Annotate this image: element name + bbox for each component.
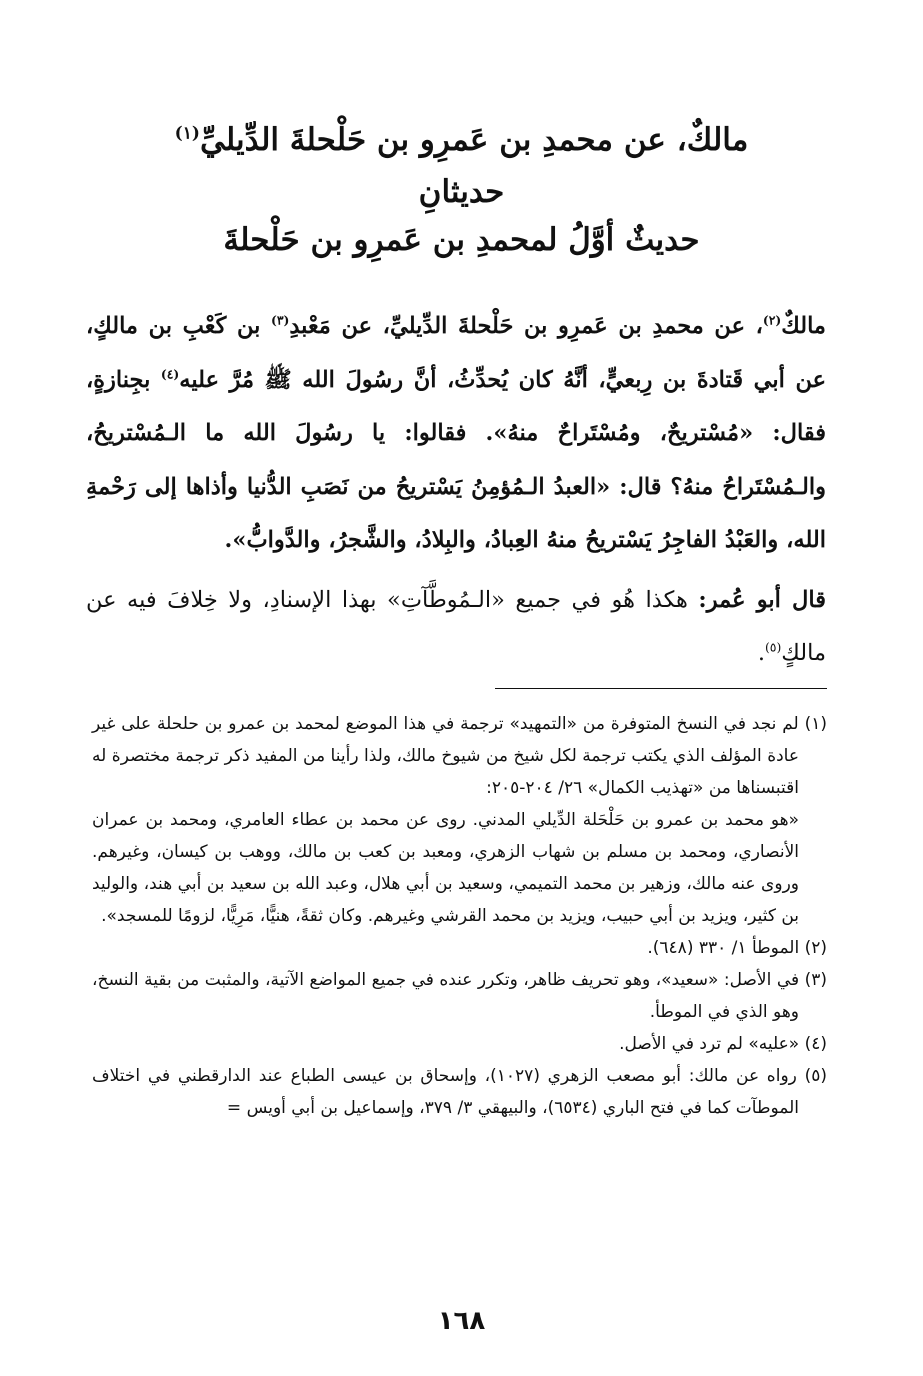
- footnote-ref-2[interactable]: (٢): [762, 312, 782, 328]
- footnote-4: (٤) «عليه» لم ترد في الأصل.: [619, 1034, 827, 1054]
- page-number: ١٦٨: [437, 1306, 486, 1336]
- footnote-separator: [495, 688, 827, 689]
- footnote-1: (١) لم نجد في النسخ المتوفرة من «التمهيد» ترجمة في هذا الموضع لمحمد بن عمرو بن حلحلة على غير عادة المؤلف الذي يكتب ترجمة لكل شيخ من شيوخ مالك، ولذا رأينا من المفيد ذكر ترجمة مختصرة له اقتبسناها من «تهذيب الكمال» ٢٦/ ٢٠٤-٢٠٥:: [92, 714, 827, 798]
- footnote-ref-5[interactable]: (٥): [764, 640, 782, 655]
- chapter-title: [60, 120, 863, 160]
- footnote-ref-1[interactable]: (١): [174, 123, 200, 144]
- hadith-title: حديثٌ أوَّلُ لمحمدِ بن عَمرِو بن حَلْحلةَ: [223, 222, 700, 258]
- footnote-2: (٢) الموطأ ١/ ٣٣٠ (٦٤٨).: [647, 938, 827, 958]
- main-text: [86, 300, 826, 681]
- section-subtitle: حديثانِ: [418, 174, 505, 210]
- footnote-ref-4[interactable]: (٤): [160, 366, 180, 381]
- commentary-paragraph: قال أبو عُمر: هكذا هُو في جميع «الـمُوطَّآتِ» بهذا الإسنادِ، ولا خِلافَ فيه عن مالكٍ$^{(٥)}$.: [86, 586, 826, 666]
- footnotes: [92, 708, 827, 1124]
- chapter-title-text: مالكٌ، عن محمدِ بن عَمرِو بن حَلْحلةَ الدِّيليِّ: [199, 122, 749, 158]
- footnote-ref-3[interactable]: (٣): [270, 312, 290, 328]
- footnote-5: (٥) رواه عن مالك: أبو مصعب الزهري (١٠٢٧)، وإسحاق بن عيسى الطباع عند الدارقطني في اختلاف الموطآت كما في فتح الباري (٦٥٣٤)، والبيهقي ٣/ ٣٧٩، وإسماعيل بن أبي أويس =: [92, 1066, 827, 1118]
- commentary-author: قال أبو عُمر:: [698, 586, 826, 613]
- footnote-1-quote: «هو محمد بن عمرو بن حَلْحَلة الدِّيلي المدني. روى عن محمد بن عطاء العامري، ومحمد بن عمران الأنصاري، ومحمد بن مسلم بن شهاب الزهري، ومعبد بن كعب بن مالك، ووهب بن كيسان، وغيرهم. وروى عنه مالك، وزهير بن محمد التميمي، وسعيد بن أبي هلال، وعبد الله بن سعيد بن أبي هند، والوليد بن كثير، ويزيد بن أبي حبيب، ويزيد بن محمد القرشي وغيرهم. وكان ثقةً، هنيًّا، مَرِيًّا، لزومًا للمسجد».: [92, 810, 799, 926]
- hadith-paragraph: مالكٌ$^{(٢)}$، عن محمدِ بن عَمرِو بن حَلْحلةَ الدِّيليِّ، عن مَعْبدِ$^{(٣)}$ بن كَعْبِ بن مالكٍ، عن أبي قَتادةَ بن رِبعيٍّ، أنَّهُ كان يُحدِّثُ، أنَّ رسُولَ الله ﷺ مُرَّ عليه$^{(٤)}$ بجِنازةٍ، فقال: «مُسْتريحٌ، ومُسْتَراحٌ منهُ». فقالوا: يا رسُولَ الله ما الـمُسْتريحُ، والـمُسْتَراحُ منهُ؟ قال: «العبدُ الـمُؤمِنُ يَسْتريحُ من نَصَبِ الدُّنيا وأذاها إلى رَحْمةِ الله، والعَبْدُ الفاجِرُ يَسْتريحُ منهُ العِبادُ، والبِلادُ، والشَّجرُ، والدَّوابُّ».: [86, 312, 826, 553]
- footnote-3: (٣) في الأصل: «سعيد»، وهو تحريف ظاهر، وتكرر عنده في جميع المواضع الآتية، والمثبت من بقية النسخ، وهو الذي في الموطأ.: [92, 970, 827, 1022]
